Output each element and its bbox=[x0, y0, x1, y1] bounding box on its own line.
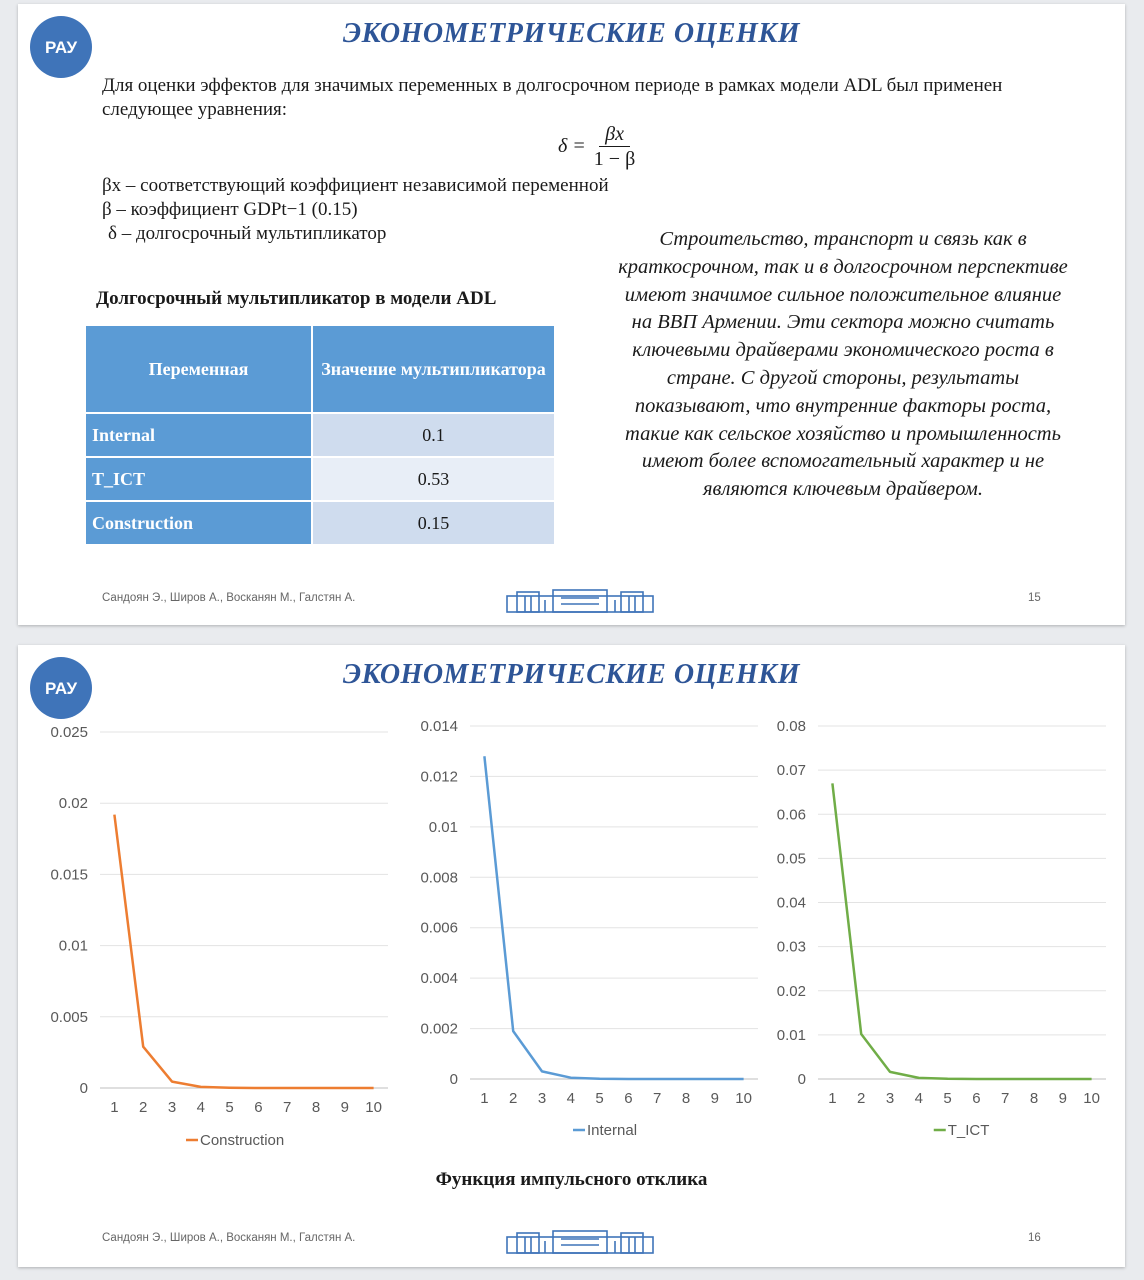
x-tick-label: 10 bbox=[365, 1099, 382, 1116]
formula-denominator: 1 − β bbox=[593, 148, 636, 170]
formula-lhs: δ = bbox=[558, 135, 586, 157]
y-tick-label: 0.02 bbox=[58, 795, 88, 813]
intro-line-2: следующее уравнения: bbox=[102, 99, 288, 120]
table-cell-variable: T_ICT bbox=[85, 457, 312, 501]
y-tick-label: 0.004 bbox=[420, 970, 458, 988]
y-tick-label: 0.01 bbox=[58, 937, 88, 955]
x-tick-label: 1 bbox=[828, 1090, 837, 1107]
slide-15 bbox=[18, 4, 1125, 625]
x-tick-label: 3 bbox=[167, 1099, 177, 1116]
x-tick-label: 4 bbox=[566, 1090, 575, 1107]
legend-label: Construction bbox=[200, 1132, 285, 1149]
impulse-response-charts bbox=[18, 645, 1125, 1165]
y-tick-label: 0.07 bbox=[776, 762, 806, 780]
chart-caption: Функция импульсного отклика bbox=[435, 1169, 708, 1190]
x-tick-label: 6 bbox=[254, 1099, 263, 1116]
y-tick-label: 0.08 bbox=[776, 718, 806, 735]
x-tick-label: 5 bbox=[225, 1099, 234, 1116]
y-tick-label: 0.02 bbox=[776, 982, 806, 1000]
x-tick-label: 6 bbox=[972, 1090, 981, 1107]
y-tick-label: 0.015 bbox=[50, 866, 88, 884]
building-logo-icon bbox=[505, 588, 655, 614]
table-cell-variable: Internal bbox=[85, 413, 312, 457]
table-header-row bbox=[85, 325, 555, 413]
y-tick-label: 0 bbox=[797, 1071, 806, 1088]
y-tick-label: 0.03 bbox=[776, 938, 806, 956]
x-tick-label: 1 bbox=[480, 1090, 489, 1107]
x-tick-label: 2 bbox=[509, 1090, 518, 1107]
x-tick-label: 8 bbox=[1029, 1090, 1039, 1107]
x-tick-label: 4 bbox=[914, 1090, 923, 1107]
footer-authors: Сандоян Э., Широв А., Восканян М., Галстян А. bbox=[102, 592, 356, 604]
slide-title: ЭКОНОМЕТРИЧЕСКИЕ ОЦЕНКИ bbox=[342, 659, 801, 690]
x-tick-label: 10 bbox=[735, 1090, 752, 1107]
y-tick-label: 0.05 bbox=[776, 850, 806, 868]
x-tick-label: 4 bbox=[196, 1099, 205, 1116]
table-cell-value: 0.15 bbox=[312, 501, 555, 545]
x-tick-label: 1 bbox=[110, 1099, 119, 1116]
y-tick-label: 0 bbox=[79, 1080, 88, 1097]
page-number: 16 bbox=[1028, 1232, 1041, 1244]
y-tick-label: 0.002 bbox=[420, 1020, 458, 1038]
legend-label: Internal bbox=[587, 1122, 638, 1139]
y-tick-label: 0.01 bbox=[428, 818, 458, 836]
x-tick-label: 8 bbox=[681, 1090, 691, 1107]
table-row bbox=[85, 457, 555, 501]
table-cell-value: 0.1 bbox=[312, 413, 555, 457]
university-logo: РАУ bbox=[30, 657, 92, 719]
x-tick-label: 3 bbox=[537, 1090, 547, 1107]
x-tick-label: 2 bbox=[857, 1090, 866, 1107]
y-tick-label: 0.006 bbox=[420, 919, 458, 937]
x-tick-label: 7 bbox=[1001, 1090, 1010, 1107]
series-line-construction bbox=[114, 815, 373, 1088]
y-tick-label: 0.005 bbox=[50, 1008, 88, 1026]
table-header: Значение мультипликатора bbox=[312, 325, 555, 413]
y-tick-label: 0.04 bbox=[776, 894, 806, 912]
x-tick-label: 3 bbox=[885, 1090, 895, 1107]
y-tick-label: 0 bbox=[449, 1071, 458, 1088]
conclusion-text: Строительство, транспорт и связь как в краткосрочном, так и в долгосрочном перспективе имеют значимое сильное положительное влияние на ВВП Армении. Эти сектора можно считать ключевыми драйверами экономического роста в стране. С другой стороны, результаты показывают, что внутренние факторы роста, такие как сельское хозяйство и промышленность имеют более вспомогательный характер и не являются ключевым драйвером. bbox=[618, 228, 1068, 501]
table-header: Переменная bbox=[85, 325, 312, 413]
x-tick-label: 10 bbox=[1083, 1090, 1100, 1107]
x-tick-label: 6 bbox=[624, 1090, 633, 1107]
table-cell-variable: Construction bbox=[85, 501, 312, 545]
slide-title: ЭКОНОМЕТРИЧЕСКИЕ ОЦЕНКИ bbox=[342, 18, 801, 49]
table-row bbox=[85, 413, 555, 457]
y-tick-label: 0.014 bbox=[420, 718, 458, 735]
y-tick-label: 0.008 bbox=[420, 869, 458, 887]
page-number: 15 bbox=[1028, 592, 1041, 604]
formula-fraction bbox=[594, 122, 635, 171]
x-tick-label: 8 bbox=[311, 1099, 321, 1116]
y-tick-label: 0.012 bbox=[420, 768, 458, 786]
multiplier-table bbox=[84, 324, 556, 546]
intro-line-1: Для оценки эффектов для значимых переменных в долгосрочном периоде в рамках модели ADL был применен bbox=[102, 75, 1003, 96]
table-row bbox=[85, 501, 555, 545]
legend-label: T_ICT bbox=[947, 1122, 990, 1139]
slide-16 bbox=[18, 645, 1125, 1267]
intro-text bbox=[102, 74, 1112, 122]
x-tick-label: 5 bbox=[595, 1090, 604, 1107]
building-logo-icon bbox=[505, 1229, 655, 1255]
university-logo: РАУ bbox=[30, 16, 92, 78]
definition-delta: δ – долгосрочный мультипликатор bbox=[108, 223, 387, 244]
table-cell-value: 0.53 bbox=[312, 457, 555, 501]
x-tick-label: 9 bbox=[1058, 1090, 1067, 1107]
table-title: Долгосрочный мультипликатор в модели ADL bbox=[96, 288, 497, 309]
x-tick-label: 7 bbox=[653, 1090, 662, 1107]
series-line-internal bbox=[484, 756, 743, 1079]
definition-beta: β – коэффициент GDPt−1 (0.15) bbox=[102, 199, 358, 220]
x-tick-label: 9 bbox=[710, 1090, 719, 1107]
formula-numerator: βx bbox=[599, 122, 630, 147]
x-tick-label: 2 bbox=[139, 1099, 148, 1116]
y-tick-label: 0.06 bbox=[776, 806, 806, 824]
x-tick-label: 5 bbox=[943, 1090, 952, 1107]
x-tick-label: 7 bbox=[283, 1099, 292, 1116]
footer-authors: Сандоян Э., Широв А., Восканян М., Галстян А. bbox=[102, 1232, 356, 1244]
definition-beta-x: βx – соответствующий коэффициент независимой переменной bbox=[102, 175, 609, 196]
y-tick-label: 0.01 bbox=[776, 1026, 806, 1044]
x-tick-label: 9 bbox=[340, 1099, 349, 1116]
y-tick-label: 0.025 bbox=[50, 724, 88, 741]
multiplier-formula bbox=[558, 122, 635, 171]
